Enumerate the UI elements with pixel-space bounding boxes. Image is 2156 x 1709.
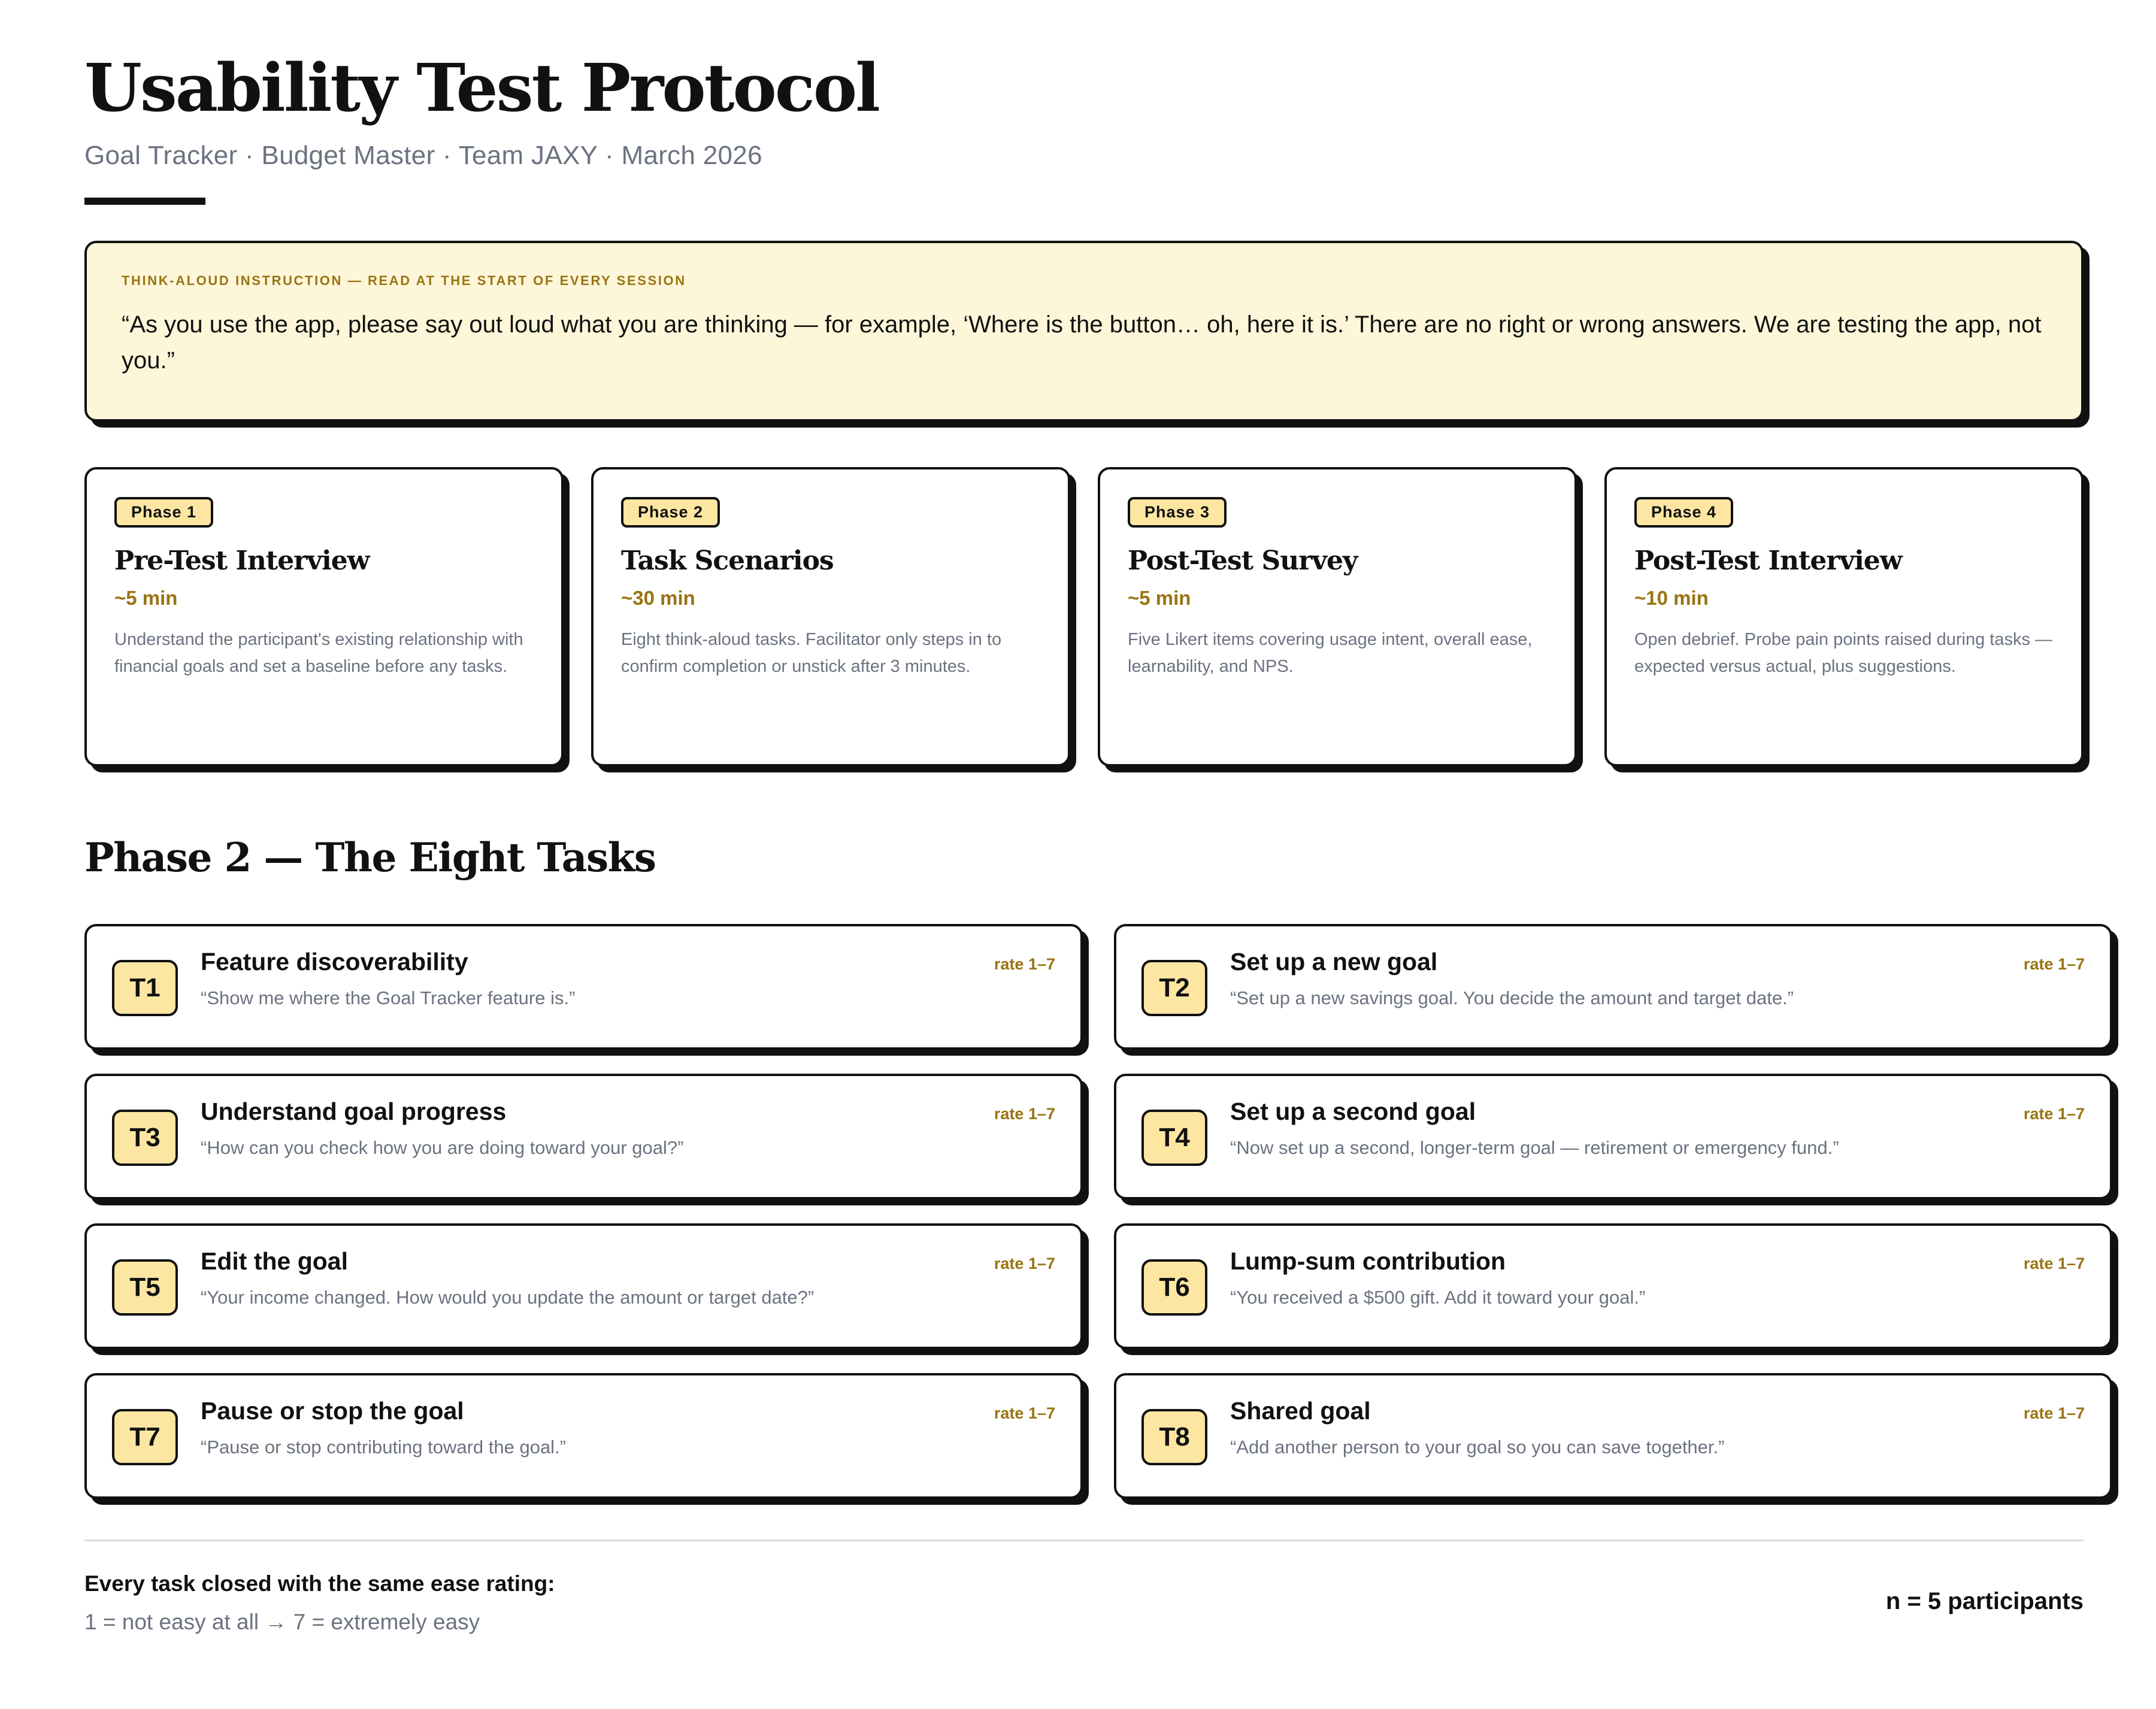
phase-card-1 bbox=[84, 467, 564, 766]
phase-description: Five Likert items covering usage intent, overall ease, learnability, and NPS. bbox=[1128, 630, 1533, 676]
task-prompt: “Add another person to your goal so you can save together.” bbox=[1230, 1437, 1725, 1458]
task-title: Pause or stop the goal bbox=[201, 1397, 464, 1425]
task-id-badge: T5 bbox=[112, 1259, 178, 1316]
task-card-t2 bbox=[1114, 924, 2112, 1050]
task-title: Understand goal progress bbox=[201, 1098, 507, 1125]
phase-name: Post-Test Interview bbox=[1634, 546, 1902, 576]
phase-badge: Phase 3 bbox=[1128, 497, 1227, 528]
task-rating-scale: rate 1–7 bbox=[2023, 1105, 2085, 1123]
task-prompt: “Your income changed. How would you update the amount or target date?” bbox=[201, 1287, 814, 1308]
task-prompt: “You received a $500 gift. Add it toward your goal.” bbox=[1230, 1287, 1646, 1308]
phase-card-3 bbox=[1098, 467, 1577, 766]
task-card-t6 bbox=[1114, 1223, 2112, 1349]
task-prompt: “Pause or stop contributing toward the goal.” bbox=[201, 1437, 567, 1458]
phase-description: Open debrief. Probe pain points raised during tasks — expected versus actual, plus suggestions. bbox=[1634, 630, 2053, 676]
task-card-t5 bbox=[84, 1223, 1083, 1349]
task-rating-scale: rate 1–7 bbox=[2023, 955, 2085, 973]
task-card-t1 bbox=[84, 924, 1083, 1050]
phase-badge: Phase 2 bbox=[621, 497, 720, 528]
phase-duration: ~5 min bbox=[1128, 587, 1191, 609]
phase-cards bbox=[84, 467, 2084, 766]
task-rating-scale: rate 1–7 bbox=[2023, 1255, 2085, 1272]
task-title: Set up a new goal bbox=[1230, 948, 1438, 975]
title-underline bbox=[84, 198, 205, 205]
phase-card-2 bbox=[591, 467, 1070, 766]
task-card-t3 bbox=[84, 1074, 1083, 1199]
tasks-section-heading: Phase 2 — The Eight Tasks bbox=[84, 834, 656, 881]
task-title: Shared goal bbox=[1230, 1397, 1371, 1425]
task-title: Set up a second goal bbox=[1230, 1098, 1476, 1125]
task-id-badge: T2 bbox=[1141, 960, 1207, 1016]
phase-name: Post-Test Survey bbox=[1128, 546, 1358, 576]
task-rating-scale: rate 1–7 bbox=[994, 955, 1055, 973]
think-aloud-callout bbox=[84, 241, 2084, 422]
ease-rating-label: Every task closed with the same ease rating: bbox=[84, 1571, 555, 1596]
phase-name: Pre-Test Interview bbox=[114, 546, 370, 576]
task-card-t7 bbox=[84, 1373, 1083, 1499]
phase-badge: Phase 1 bbox=[114, 497, 213, 528]
page-subtitle: Goal Tracker · Budget Master · Team JAXY · March 2026 bbox=[84, 141, 762, 170]
task-prompt: “Set up a new savings goal. You decide the amount and target date.” bbox=[1230, 987, 1794, 1008]
task-prompt: “Now set up a second, longer-term goal — retirement or emergency fund.” bbox=[1230, 1137, 1839, 1158]
task-rating-scale: rate 1–7 bbox=[994, 1404, 1055, 1422]
participant-count: n = 5 participants bbox=[1885, 1588, 2084, 1614]
phase-description: Eight think-aloud tasks. Facilitator only steps in to confirm completion or unstick after 3 minutes. bbox=[621, 630, 1002, 676]
phase-card-4 bbox=[1604, 467, 2084, 766]
callout-text: “As you use the app, please say out loud what you are thinking — for example, ‘Where is the button… oh, here it is.’ There are no right or wrong answers. We are testing the app, not you.” bbox=[122, 311, 2042, 374]
task-title: Feature discoverability bbox=[201, 948, 468, 975]
task-title: Lump-sum contribution bbox=[1230, 1247, 1506, 1275]
task-prompt: “Show me where the Goal Tracker feature is.” bbox=[201, 987, 576, 1008]
phase-duration: ~10 min bbox=[1634, 587, 1709, 609]
task-prompt: “How can you check how you are doing toward your goal?” bbox=[201, 1137, 684, 1158]
phase-duration: ~5 min bbox=[114, 587, 178, 609]
ease-rating-scale: 1 = not easy at all → 7 = extremely easy bbox=[84, 1610, 480, 1634]
task-rating-scale: rate 1–7 bbox=[2023, 1404, 2085, 1422]
phase-badge: Phase 4 bbox=[1634, 497, 1733, 528]
callout-label: THINK-ALOUD INSTRUCTION — READ AT THE START OF EVERY SESSION bbox=[122, 273, 686, 288]
task-id-badge: T4 bbox=[1141, 1110, 1207, 1166]
task-rating-scale: rate 1–7 bbox=[994, 1255, 1055, 1272]
task-id-badge: T8 bbox=[1141, 1409, 1207, 1465]
task-rating-scale: rate 1–7 bbox=[994, 1105, 1055, 1123]
task-card-t8 bbox=[1114, 1373, 2112, 1499]
page-title: Usability Test Protocol bbox=[84, 49, 879, 126]
task-id-badge: T7 bbox=[112, 1409, 178, 1465]
task-id-badge: T6 bbox=[1141, 1259, 1207, 1316]
phase-duration: ~30 min bbox=[621, 587, 695, 609]
task-grid bbox=[84, 924, 2112, 1499]
task-title: Edit the goal bbox=[201, 1247, 348, 1275]
phase-name: Task Scenarios bbox=[621, 546, 834, 576]
footer-divider bbox=[84, 1540, 2084, 1541]
phase-description: Understand the participant's existing relationship with financial goals and set a baseline before any tasks. bbox=[114, 630, 523, 676]
task-card-t4 bbox=[1114, 1074, 2112, 1199]
task-id-badge: T1 bbox=[112, 960, 178, 1016]
task-id-badge: T3 bbox=[112, 1110, 178, 1166]
